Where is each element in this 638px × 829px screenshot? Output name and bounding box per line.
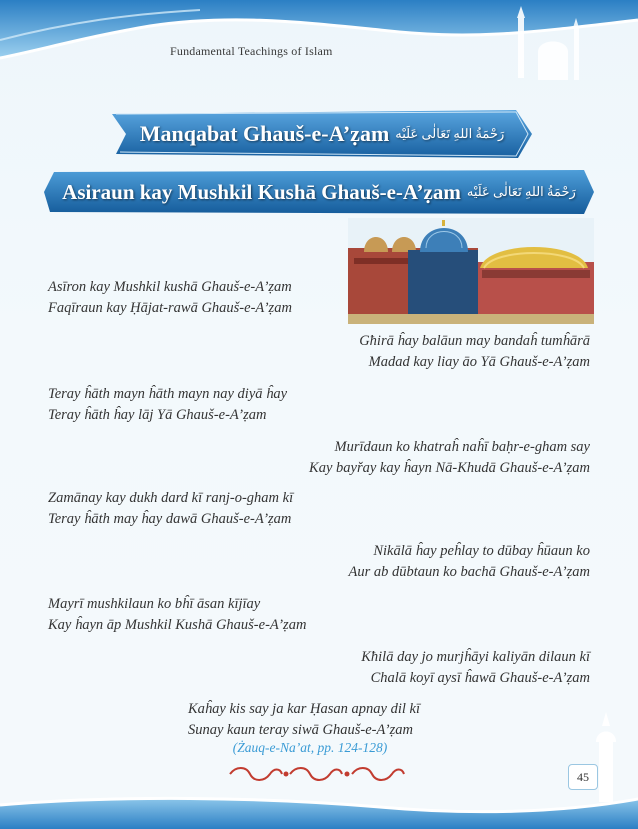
- stanza: [48, 488, 293, 530]
- verse-line: Kay bayřay kay ĥayn Nā-Khudā Ghauš-e-A’ẓam: [309, 460, 590, 476]
- stanza: [300, 331, 590, 373]
- verse-line: Mayrī mushkilaun ko bĥī āsan kījīay: [48, 596, 261, 612]
- running-head: Fundamental Teachings of Islam: [170, 44, 333, 58]
- shrine-illustration: [348, 218, 594, 324]
- stanza: [48, 594, 306, 636]
- verse-line: Teray ĥāth may ĥay dawā Ghauš-e-A’ẓam: [48, 511, 292, 527]
- bottom-wave-band: [0, 769, 638, 829]
- verse-line: Chalā koyī aysī ĥawā Ghauš-e-A’ẓam: [370, 670, 590, 686]
- verse-line: Zamānay kay dukh dard kī ranj-o-gham kī: [48, 490, 294, 506]
- title-banner: [112, 110, 532, 158]
- page-number: 45: [568, 764, 598, 790]
- source-citation: (Żauq-e-Na’at, pp. 124-128): [232, 740, 388, 755]
- subtitle-banner: [44, 170, 594, 214]
- verse-line: Murīdaun ko khatraĥ naĥī baḥr-e-gham say: [334, 439, 590, 455]
- mosque-minaret-icon: [478, 4, 598, 80]
- stanza: [48, 277, 292, 319]
- stanza: [48, 384, 287, 426]
- verse-line: Kay ĥayn āp Mushkil Kushā Ghauš-e-A’ẓam: [48, 617, 307, 633]
- verse-line: Kħilā day jo murjĥāyi kaliyān dilaun kī: [361, 649, 590, 665]
- verse-line: Aur ab dūbtaun ko bachā Ghauš-e-A’ẓam: [348, 564, 590, 580]
- verse-line: Nikālā ĥay peĥlay to dūbay ĥūaun ko: [373, 543, 590, 559]
- verse-line: Għirā ĥay balāun may bandaĥ tumĥārā: [359, 333, 590, 349]
- stanza: [280, 541, 590, 583]
- verse-line: Teray ĥāth mayn ĥāth mayn nay diyā ĥay: [48, 386, 288, 402]
- verse-line: Madad kay liay āo Yā Ghauš-e-A’ẓam: [368, 354, 590, 370]
- verse-line: Asīron kay Mushkil kushā Ghauš-e-A’ẓam: [48, 279, 292, 295]
- verse-line: Faqīraun kay Ḥājat-rawā Ghauš-e-A’ẓam: [48, 300, 292, 316]
- stanza: [290, 647, 590, 689]
- title-honorific: رَحْمَةُ اللهِ تَعَالٰی عَلَيْه: [395, 126, 505, 141]
- verse-line: Sunay kaun teray siwā Ghauš-e-A’ẓam: [188, 722, 413, 738]
- verse-line: Teray ĥāth ĥay lāj Yā Ghauš-e-A’ẓam: [48, 407, 267, 423]
- stanza: [188, 699, 420, 741]
- stanza: [250, 437, 590, 479]
- page-title: Manqabat Ghauš-e-A’ẓam: [139, 121, 390, 146]
- page-subtitle: Asiraun kay Mushkil Kushā Ghauš-e-A’ẓam: [62, 179, 461, 204]
- subtitle-honorific: رَحْمَةُ اللهِ تَعَالٰی عَلَيْه: [466, 184, 576, 199]
- verse-line: Kaĥay kis say ja kar Ḥasan apnay dil kī: [188, 701, 420, 717]
